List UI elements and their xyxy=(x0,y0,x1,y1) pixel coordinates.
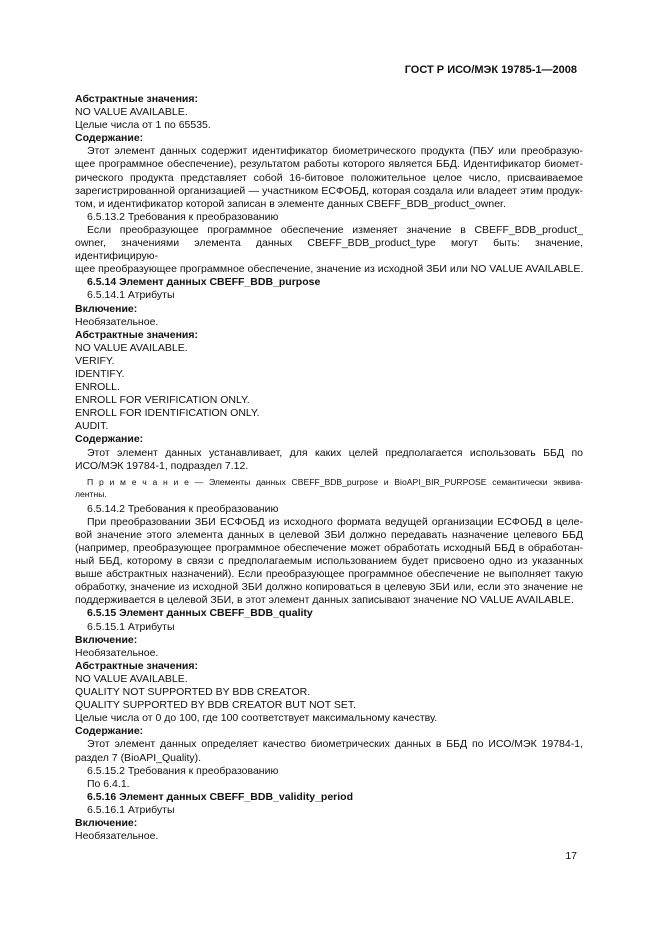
text-line: Этот элемент данных определяет качество биометрических данных в ББД по ИСО/МЭК 19784-1, xyxy=(87,738,583,751)
text-line: QUALITY NOT SUPPORTED BY BDB CREATOR. xyxy=(75,686,311,699)
section-heading: Содержание: xyxy=(75,433,144,446)
text-line: 6.5.15.2 Требования к преобразованию xyxy=(87,764,279,777)
page-header: ГОСТ Р ИСО/МЭК 19785-1—2008 xyxy=(404,64,577,76)
text-line: раздел 7 (BioAPI_Quality). xyxy=(75,751,202,764)
section-heading: Включение: xyxy=(75,302,138,315)
text-line: Необязательное. xyxy=(75,646,159,659)
text-line: 6.5.16.1 Атрибуты xyxy=(87,803,175,816)
text-line: ИСО/МЭК 19784-1, подраздел 7.12. xyxy=(75,459,249,472)
page-body xyxy=(75,93,583,843)
text-line: VERIFY. xyxy=(75,354,115,367)
text-line: owner, значениями элемента данных CBEFF_BDB_product_type могут быть: значение, идентифицирую- xyxy=(75,237,583,263)
text-line: NO VALUE AVAILABLE. xyxy=(75,341,188,354)
text-line: AUDIT. xyxy=(75,420,109,433)
section-heading: Содержание: xyxy=(75,725,144,738)
section-heading: Абстрактные значения: xyxy=(75,93,198,105)
text-line: NO VALUE AVAILABLE. xyxy=(75,672,188,685)
text-line: 6.5.14.1 Атрибуты xyxy=(87,289,175,302)
text-line: ENROLL. xyxy=(75,381,120,394)
text-line: Целые числа от 1 по 65535. xyxy=(75,119,211,132)
section-heading: Содержание: xyxy=(75,132,144,145)
text-line: вой значение этого элемента данных в целевой ЗБИ должно передавать назначение целевого ББД xyxy=(75,528,583,541)
text-line: Этот элемент данных содержит идентификатор биометрического продукта (ПБУ или преобразую- xyxy=(87,145,583,158)
section-heading: Абстрактные значения: xyxy=(75,328,198,341)
section-heading: Абстрактные значения: xyxy=(75,659,198,672)
text-line: 6.5.13.2 Требования к преобразованию xyxy=(87,210,279,223)
text-line: лентны. xyxy=(75,488,107,499)
text-line: По 6.4.1. xyxy=(87,777,130,790)
text-line: NO VALUE AVAILABLE. xyxy=(75,106,188,119)
text-line: щее программное обеспечение), результатом работы которого является ББД. Идентификатор биомет- xyxy=(75,158,583,171)
text-line: 6.5.15.1 Атрибуты xyxy=(87,620,175,633)
text-line: Этот элемент данных устанавливает, для каких целей предполагается использовать ББД по xyxy=(87,446,583,459)
text-line: (например, преобразующее программное обеспечение может обработать исходный ББД в обработан- xyxy=(75,542,583,554)
text-line: Необязательное. xyxy=(75,830,159,843)
text-line: ENROLL FOR VERIFICATION ONLY. xyxy=(75,394,250,407)
text-line: поддерживается в целевой ЗБИ, в этот элемент данных записывают значение NO VALUE AVAILABLE. xyxy=(75,594,574,607)
text-line: П р и м е ч а н и е — Элементы данных CBEFF_BDB_purpose и BioAPI_BIR_PURPOSE семантически эквива- xyxy=(87,476,583,487)
text-line: рического продукта представляет собой 16-битовое положительное целое число, присваиваемое xyxy=(75,171,583,184)
text-line: Целые числа от 0 до 100, где 100 соответствует максимальному качеству. xyxy=(75,712,438,725)
page-number: 17 xyxy=(565,850,577,862)
section-heading: 6.5.14 Элемент данных CBEFF_BDB_purpose xyxy=(87,276,321,289)
text-line: QUALITY SUPPORTED BY BDB CREATOR BUT NOT SET. xyxy=(75,699,357,712)
text-line: щее преобразующее программное обеспечение, значение из исходной ЗБИ или NO VALUE AVAILABLE. xyxy=(75,263,584,276)
text-line: IDENTIFY. xyxy=(75,367,125,380)
text-line: зарегистрированной организацией — участником ЕСФОБД, которая создала или владеет этим продук- xyxy=(75,184,583,197)
text-line: Необязательное. xyxy=(75,315,159,328)
section-heading: 6.5.15 Элемент данных CBEFF_BDB_quality xyxy=(87,607,313,620)
section-heading: Включение: xyxy=(75,633,138,646)
text-line: При преобразовании ЗБИ ЕСФОБД из исходного формата ведущей организации ЕСФОБД в целе- xyxy=(87,515,583,528)
text-line: Если преобразующее программное обеспечение изменяет значение в CBEFF_BDB_product_ xyxy=(87,223,583,236)
section-heading: Включение: xyxy=(75,816,138,829)
text-line: ный ББД, которому в связи с предполагаемым использованием будет присвоено одно из указанных xyxy=(75,555,583,568)
text-line: том, и идентификатор которой записан в элементе данных CBEFF_BDB_product_owner. xyxy=(75,197,506,210)
text-line: 6.5.14.2 Требования к преобразованию xyxy=(87,502,279,515)
text-line: ENROLL FOR IDENTIFICATION ONLY. xyxy=(75,407,260,420)
text-line: выше абстрактных назначений). Если преобразующее программное обеспечение не выполняет такую xyxy=(75,568,583,581)
section-heading: 6.5.16 Элемент данных CBEFF_BDB_validity_period xyxy=(87,790,354,803)
text-line: обработку, значение из исходной ЗБИ должно копироваться в целевую ЗБИ или, если это значение не xyxy=(75,581,583,594)
